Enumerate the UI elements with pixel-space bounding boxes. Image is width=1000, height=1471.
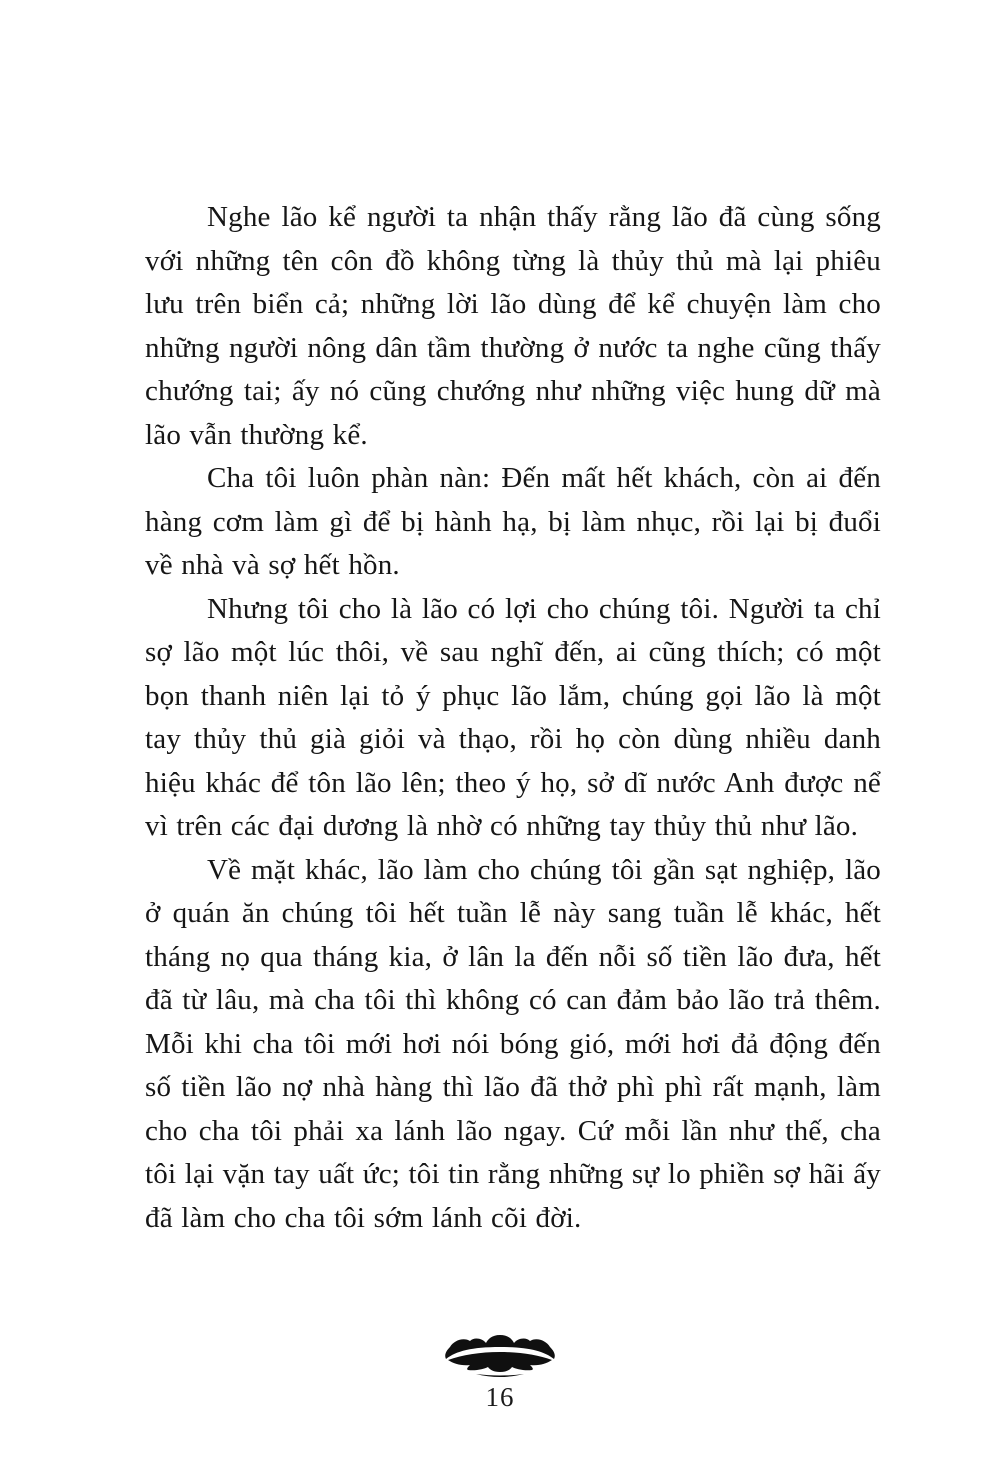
page-footer bbox=[0, 1332, 1000, 1413]
paragraph-2: Cha tôi luôn phàn nàn: Đến mất hết khách, còn ai đến hàng cơm làm gì để bị hành hạ, bị làm nhục, rồi lại bị đuổi về nhà và sợ hết hồn. bbox=[145, 462, 881, 581]
page-number: 16 bbox=[485, 1382, 515, 1412]
text-block bbox=[145, 196, 881, 1240]
paragraph-4: Về mặt khác, lão làm cho chúng tôi gần sạt nghiệp, lão ở quán ăn chúng tôi hết tuần lễ này sang tuần lễ khác, hết tháng nọ qua tháng kia, ở lân la đến nỗi số tiền lão đưa, hết đã từ lâu, mà cha tôi thì không có can đảm bảo lão trả thêm. Mỗi khi cha tôi mới hơi nói bóng gió, mới hơi đả động đến số tiền lão nợ nhà hàng thì lão đã thở phì phì rất mạnh, làm cho cha tôi phải xa lánh lão ngay. Cứ mỗi lần như thế, cha tôi lại vặn tay uất ức; tôi tin rằng những sự lo phiền sợ hãi ấy đã làm cho cha tôi sớm lánh cõi đời. bbox=[145, 853, 881, 1234]
paragraph-3: Nhưng tôi cho là lão có lợi cho chúng tôi. Người ta chỉ sợ lão một lúc thôi, về sau nghĩ đến, ai cũng thích; có một bọn thanh niên lại tỏ ý phục lão lắm, chúng gọi lão là một tay thủy thủ già giỏi và thạo, rồi họ còn dùng nhiều danh hiệu khác để tôn lão lên; theo ý họ, sở dĩ nước Anh được nể vì trên các đại dương là nhờ có những tay thủy thủ như lão. bbox=[145, 592, 881, 842]
paragraph-1: Nghe lão kể người ta nhận thấy rằng lão đã cùng sống với những tên côn đồ không từng là thủy thủ mà lại phiêu lưu trên biển cả; những lời lão dùng để kể chuyện làm cho những người nông dân tầm thường ở nước ta nghe cũng thấy chướng tai; ấy nó cũng chướng như những việc hung dữ mà lão vẫn thường kể. bbox=[145, 201, 881, 451]
tailpiece-ornament-icon bbox=[0, 1332, 1000, 1378]
